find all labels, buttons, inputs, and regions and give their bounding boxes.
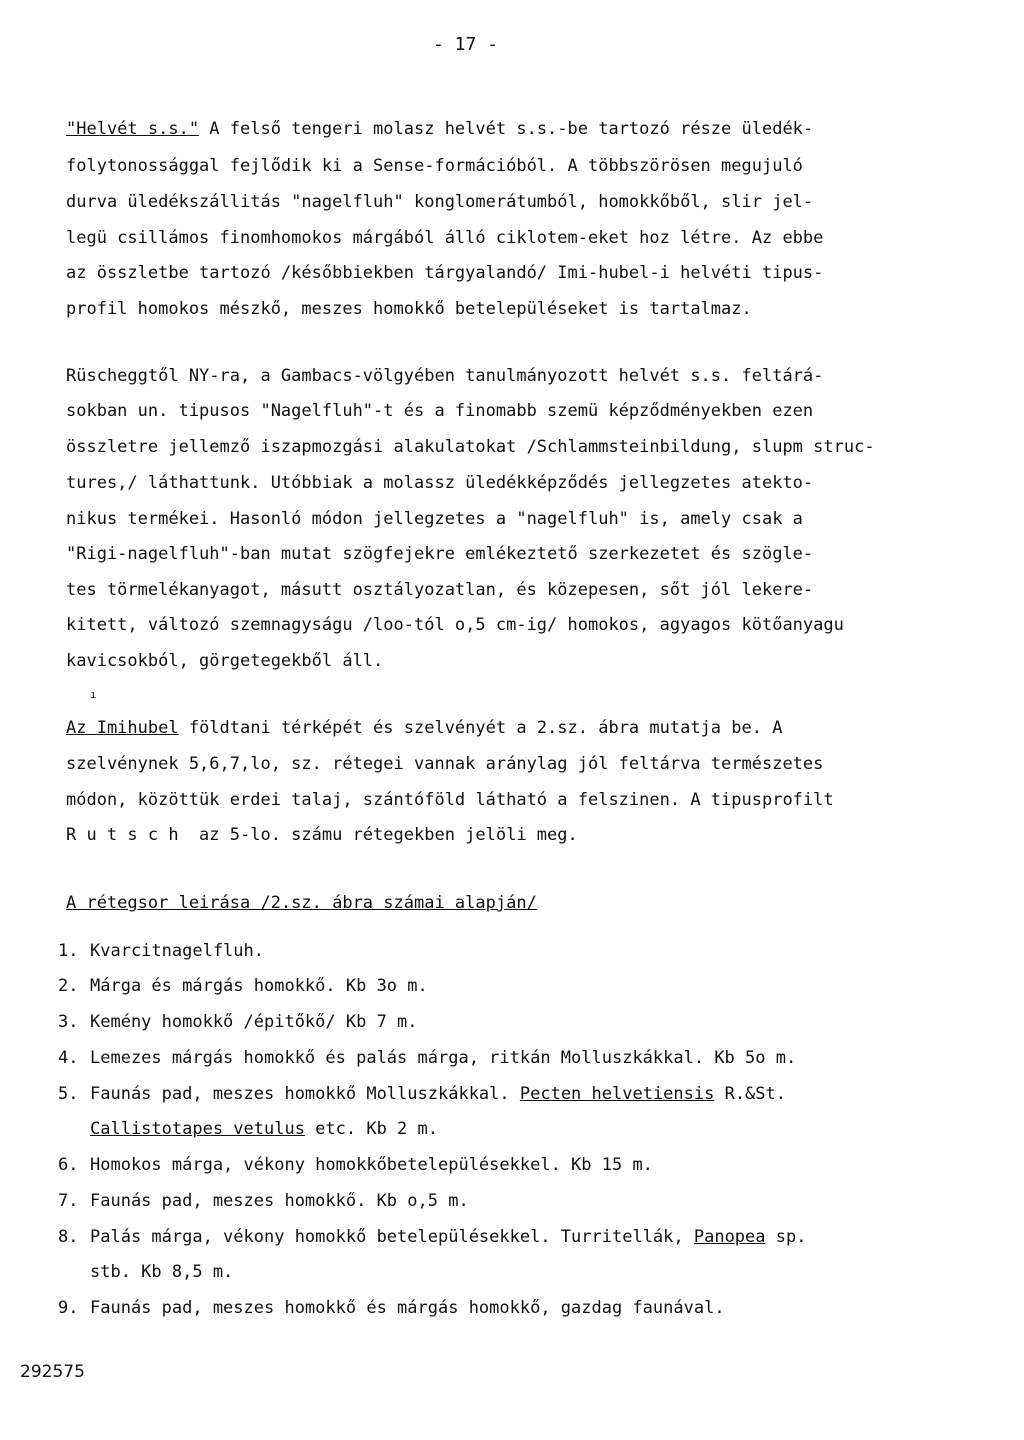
list-item-text: stb. Kb 8,5 m. <box>90 1262 234 1282</box>
list-item-text: etc. Kb 2 m. <box>304 1119 438 1139</box>
para3-line1-text: földtani térképét és szelvényét a 2.sz. ábra mutatja be. A <box>178 718 783 738</box>
list-item <box>58 1190 469 1212</box>
para1-line2: folytonossággal fejlődik ki a Sense-formációból. A többszörösen megujuló <box>66 156 803 176</box>
list-item <box>58 1226 806 1248</box>
list-item-number: 3. <box>58 1012 79 1032</box>
list-item-text: Márga és márgás homokkő. Kb 3o m. <box>90 976 428 996</box>
stray-mark: ı <box>90 688 97 701</box>
para1-title: "Helvét s.s." <box>66 119 200 139</box>
para2-line9: kavicsokból, görgetegekből áll. <box>66 651 384 671</box>
para2-line8: kitett, változó szemnagyságu /loo-tól o,5 cm-ig/ homokos, agyagos kötőanyagu <box>66 615 844 635</box>
list-item-number: 4. <box>58 1048 79 1068</box>
page-number: - 17 - <box>433 34 499 55</box>
para1-line4: legü csillámos finomhomokos márgából álló ciklotem-eket hoz létre. Az ebbe <box>66 228 824 248</box>
list-item-text: Kvarcitnagelfluh. <box>90 941 264 961</box>
list-item-text: Faunás pad, meszes homokkő Molluszkákkal. <box>90 1084 520 1104</box>
list-item-number: 2. <box>58 976 79 996</box>
para1-line5: az összletbe tartozó /későbbiekben tárgyalandó/ Imi-hubel-i helvéti tipus- <box>66 263 824 283</box>
species-name: Panopea <box>693 1227 766 1247</box>
list-item-text: Faunás pad, meszes homokkő és márgás homokkő, gazdag faunával. <box>90 1298 725 1318</box>
list-item <box>58 1154 653 1176</box>
list-item-number: 8. <box>58 1227 79 1247</box>
para1-line1 <box>66 118 813 140</box>
list-item-text: Palás márga, vékony homokkő betelepülésekkel. Turritellák, <box>90 1227 694 1247</box>
para2-line2: sokban un. tipusos "Nagelfluh"-t és a finomabb szemü képződményekben ezen <box>66 401 814 421</box>
list-item-text: sp. <box>765 1227 807 1247</box>
list-item-number: 7. <box>58 1191 79 1211</box>
list-item-text: Homokos márga, vékony homokkőbetelepülésekkel. Kb 15 m. <box>90 1155 653 1175</box>
list-item-text: Faunás pad, meszes homokkő. Kb o,5 m. <box>90 1191 469 1211</box>
para3-line2: szelvénynek 5,6,7,lo, sz. rétegei vannak aránylag jól feltárva természetes <box>66 754 824 774</box>
list-item <box>58 1011 418 1033</box>
list-item-number: 1. <box>58 941 79 961</box>
para3-title: Az Imihubel <box>66 718 179 738</box>
para2-line4: tures,/ láthattunk. Utóbbiak a molassz üledékképződés jellegzetes atekto- <box>66 473 814 493</box>
para3-line4: R u t s c h az 5-lo. számu rétegekben jelöli meg. <box>66 825 578 845</box>
species-name: Callistotapes vetulus <box>90 1119 305 1139</box>
list-item-number: 9. <box>58 1298 79 1318</box>
list-item <box>58 1297 725 1319</box>
para2-line1: Rüscheggtől NY-ra, a Gambacs-völgyében tanulmányozott helvét s.s. feltárá- <box>66 366 824 386</box>
list-item <box>58 1047 796 1069</box>
para2-line6: "Rigi-nagelfluh"-ban mutat szögfejekre emlékeztető szerkezetet és szögle- <box>66 544 814 564</box>
list-item-continuation <box>58 1261 233 1283</box>
list-item-text: Lemezes márgás homokkő és palás márga, ritkán Molluszkákkal. Kb 5o m. <box>90 1048 797 1068</box>
para2-line5: nikus termékei. Hasonló módon jellegzetes a "nagelfluh" is, amely csak a <box>66 509 803 529</box>
para3-line1 <box>66 717 782 739</box>
para1-line3: durva üledékszállitás "nagelfluh" konglomerátumból, homokkőből, slir jel- <box>66 192 814 212</box>
list-item-number: 6. <box>58 1155 79 1175</box>
list-item <box>58 975 428 997</box>
document-id: 292575 <box>20 1362 85 1382</box>
para3-line3: módon, közöttük erdei talaj, szántóföld látható a felszinen. A tipusprofilt <box>66 790 834 810</box>
species-name: Pecten helvetiensis <box>519 1084 715 1104</box>
para2-line7: tes törmelékanyagot, másutt osztályozatlan, és közepesen, sőt jól lekere- <box>66 580 814 600</box>
list-item <box>58 940 264 962</box>
section-title: A rétegsor leirása /2.sz. ábra számai alapján/ <box>66 893 537 913</box>
para1-line6: profil homokos mészkő, meszes homokkő betelepüléseket is tartalmaz. <box>66 299 752 319</box>
list-item-text: Kemény homokkő /épitőkő/ Kb 7 m. <box>90 1012 418 1032</box>
para2-line3: összletre jellemző iszapmozgási alakulatokat /Schlammsteinbildung, slupm struc- <box>66 437 875 457</box>
list-item-number: 5. <box>58 1084 79 1104</box>
list-item-text: R.&St. <box>714 1084 786 1104</box>
list-item-continuation <box>58 1118 438 1140</box>
list-item <box>58 1083 786 1105</box>
para1-line1-text: A felső tengeri molasz helvét s.s.-be tartozó része üledék- <box>199 119 814 139</box>
